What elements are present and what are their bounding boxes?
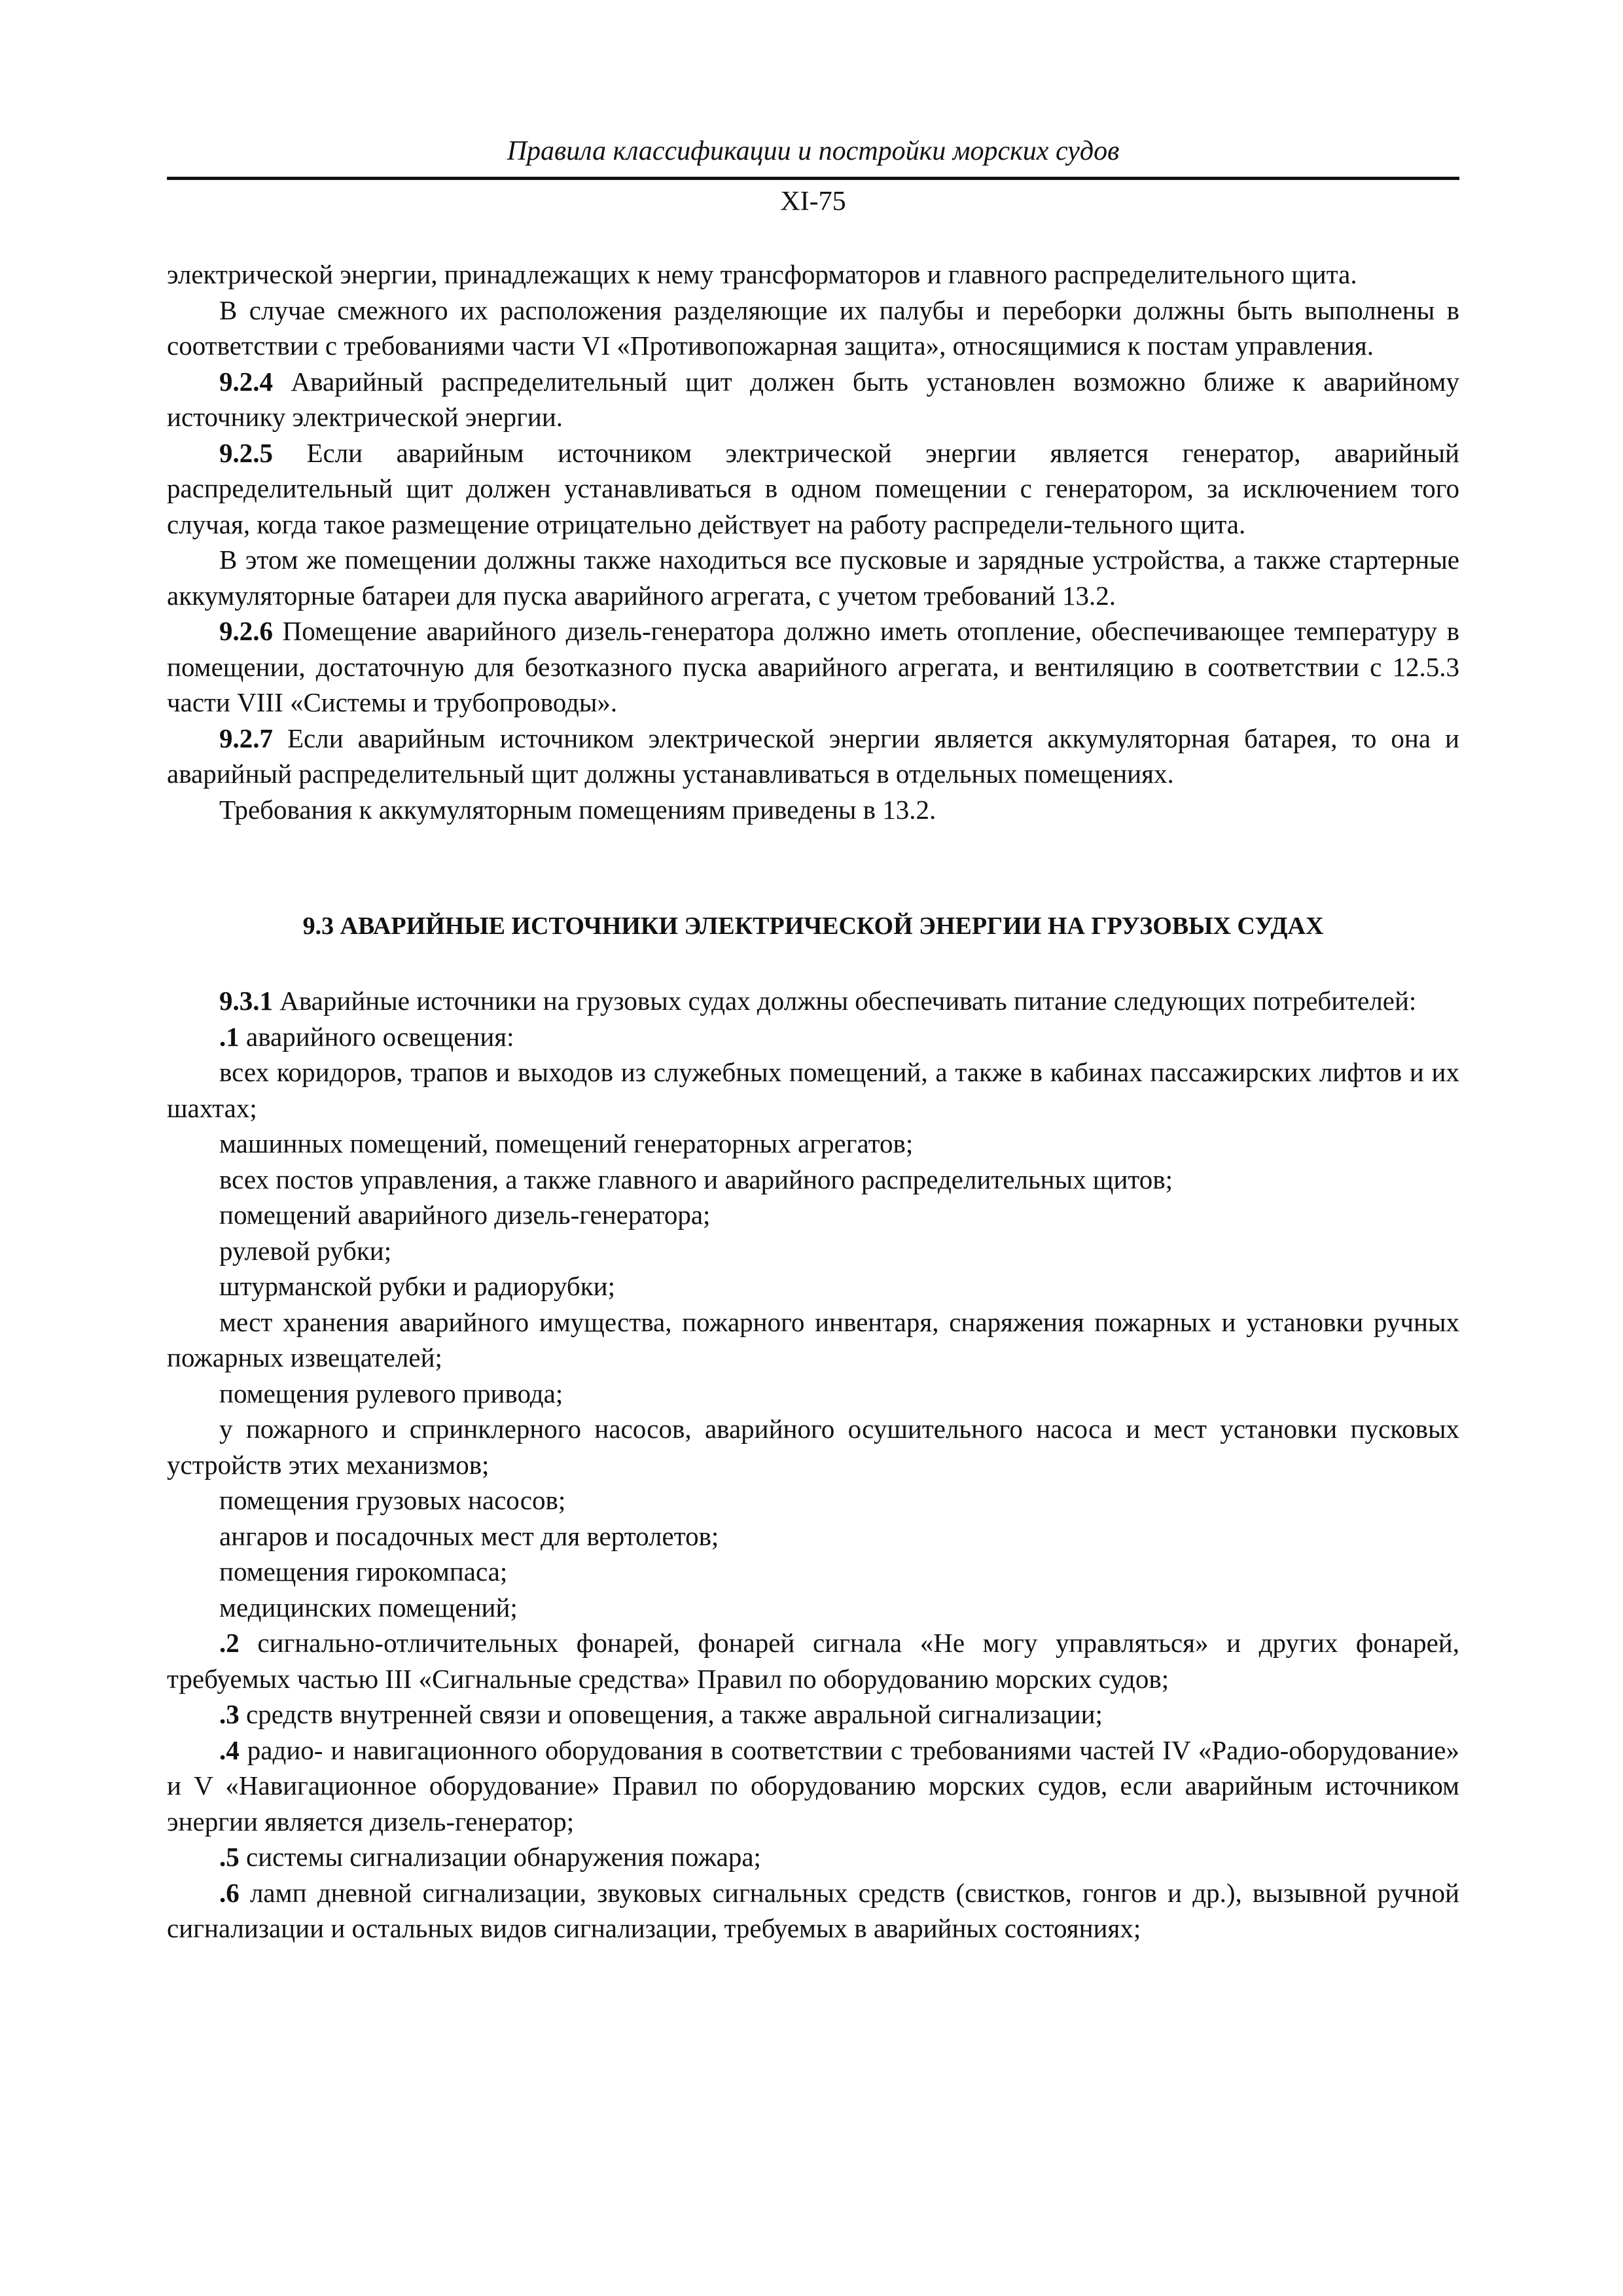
- lighting-item: помещений аварийного дизель-генератора;: [219, 1200, 711, 1230]
- list-item-2: [167, 1625, 1459, 1696]
- item-number: .4: [219, 1734, 240, 1765]
- running-header: Правила классификации и постройки морских судов: [507, 136, 1120, 166]
- paragraph: Требования к аккумуляторным помещениям приведены в 13.2.: [219, 794, 936, 825]
- list-item-5: [167, 1839, 1459, 1875]
- lighting-item: медицинских помещений;: [219, 1592, 518, 1623]
- list-item-3: [167, 1696, 1459, 1732]
- clause-text: Помещение аварийного дизель-генератора должно иметь отопление, обеспечивающее температуру в помещении, достаточную для безотказного пуска аварийного агрегата, и вентиляцию в соответствии с 12.5.3 части VIII «Системы и трубопроводы».: [167, 616, 1459, 717]
- clause-number: 9.2.7: [219, 723, 273, 753]
- lighting-item: помещения грузовых насосов;: [219, 1485, 566, 1515]
- item-text: средств внутренней связи и оповещения, а также авральной сигнализации;: [239, 1699, 1103, 1729]
- clause-9-2-5: [167, 435, 1459, 543]
- paragraph: электрической энергии, принадлежащих к нему трансформаторов и главного распределительного щита.: [167, 259, 1357, 289]
- item-number: .1: [219, 1021, 240, 1052]
- item-text: аварийного освещения:: [239, 1021, 514, 1052]
- lighting-item: мест хранения аварийного имущества, пожарного инвентаря, снаряжения пожарных и установки ручных пожарных извещателей;: [167, 1306, 1459, 1372]
- clause-number: 9.2.5: [219, 437, 273, 468]
- header-rule: [167, 177, 1459, 180]
- lighting-item: помещения гирокомпаса;: [219, 1556, 508, 1587]
- lighting-item: всех постов управления, а также главного и аварийного распределительных щитов;: [219, 1164, 1173, 1194]
- item-number: .2: [219, 1628, 240, 1658]
- lighting-item: у пожарного и спринклерного насосов, аварийного осушительного насоса и мест установки пусковых устройств этих механизмов;: [167, 1414, 1459, 1480]
- list-item-6: [167, 1875, 1459, 1946]
- clause-9-2-4: [167, 364, 1459, 435]
- lighting-item: рулевой рубки;: [219, 1235, 392, 1266]
- section-heading: 9.3 АВАРИЙНЫЕ ИСТОЧНИКИ ЭЛЕКТРИЧЕСКОЙ ЭНЕРГИИ НА ГРУЗОВЫХ СУДАХ: [302, 912, 1324, 940]
- clause-text: Аварийный распределительный щит должен быть установлен возможно ближе к аварийному источнику электрической энергии.: [167, 366, 1459, 432]
- paragraph: В случае смежного их расположения разделяющие их палубы и переборки должны быть выполнены в соответствии с требованиями части VI «Противопожарная защита», относящимися к постам управления.: [167, 295, 1459, 361]
- lighting-item: машинных помещений, помещений генераторных агрегатов;: [219, 1128, 914, 1158]
- paragraph: В этом же помещении должны также находиться все пусковые и зарядные устройства, а также стартерные аккумуляторные батареи для пуска аварийного агрегата, с учетом требований 13.2.: [167, 545, 1459, 611]
- item-text: ламп дневной сигнализации, звуковых сигнальных средств (свистков, гонгов и др.), вызывной ручной сигнализации и остальных видов сигнализации, требуемых в аварийных состояниях;: [167, 1877, 1459, 1943]
- item-number: .3: [219, 1699, 240, 1729]
- item-text: сигнально-отличительных фонарей, фонарей сигнала «Не могу управляться» и других фонарей, требуемых частью III «Сигнальные средства» Правил по оборудованию морских судов;: [167, 1628, 1459, 1694]
- clause-number: 9.2.4: [219, 366, 273, 397]
- item-text: радио- и навигационного оборудования в соответствии с требованиями частей IV «Радио-оборудование» и V «Навигационное оборудование» Правил по оборудованию морских судов, если аварийным источником энергии является дизель-генератор;: [167, 1734, 1459, 1837]
- list-item-4: [167, 1732, 1459, 1840]
- item-number: .5: [219, 1842, 240, 1872]
- clause-9-2-7: [167, 721, 1459, 792]
- lighting-item: ангаров и посадочных мест для вертолетов;: [219, 1520, 719, 1551]
- lighting-item: всех коридоров, трапов и выходов из служебных помещений, а также в кабинах пассажирских лифтов и их шахтах;: [167, 1057, 1459, 1123]
- clause-number: 9.2.6: [219, 616, 273, 646]
- clause-9-3-1: [167, 983, 1459, 1019]
- clause-text: Если аварийным источником электрической энергии является генератор, аварийный распределительный щит должен устанавливаться в одном помещении с генератором, за исключением того случая, когда такое размещение отрицательно действует на работу распредели-тельного щита.: [167, 437, 1459, 539]
- page-number: XI-75: [780, 187, 846, 217]
- lighting-item: помещения рулевого привода;: [219, 1378, 563, 1408]
- clause-text: Если аварийным источником электрической энергии является аккумуляторная батарея, то она и аварийный распределительный щит должны устанавливаться в отдельных помещениях.: [167, 723, 1459, 789]
- clause-text: Аварийные источники на грузовых судах должны обеспечивать питание следующих потребителей:: [273, 986, 1417, 1016]
- list-item-1: [167, 1019, 1459, 1055]
- lighting-item: штурманской рубки и радиорубки;: [219, 1271, 615, 1301]
- clause-number: 9.3.1: [219, 986, 273, 1016]
- clause-9-2-6: [167, 613, 1459, 721]
- item-number: .6: [219, 1877, 240, 1908]
- item-text: системы сигнализации обнаружения пожара;: [239, 1842, 761, 1872]
- document-body: [167, 257, 1459, 1946]
